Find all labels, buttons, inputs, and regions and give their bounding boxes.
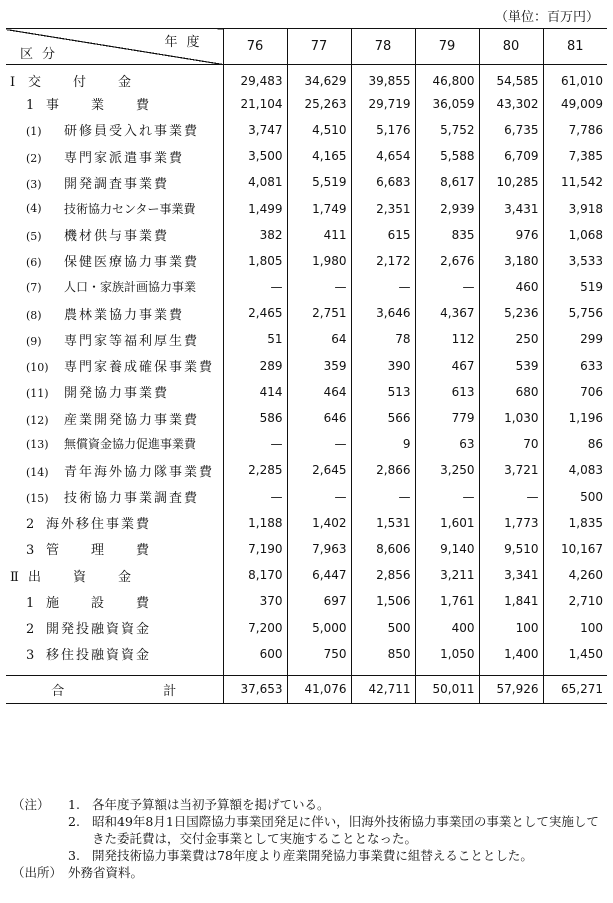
value-cell: 1,841: [479, 588, 543, 614]
row-label-cell: [6, 588, 223, 614]
corner-cell: [6, 29, 223, 65]
total-label: 合 計: [6, 675, 223, 703]
value-cell: 63: [415, 431, 479, 457]
value-cell: 39,855: [351, 65, 415, 91]
value-cell: 36,059: [415, 91, 479, 117]
value-cell: 2,710: [543, 588, 607, 614]
total-value-cell: 37,653: [223, 675, 287, 703]
value-cell: 750: [287, 641, 351, 667]
value-cell: 1,506: [351, 588, 415, 614]
value-cell: 3,500: [223, 143, 287, 169]
note-text: 開発技術協力事業費は78年度より産業開発協力事業費に組替えることとした。: [92, 848, 533, 863]
row-number: (9): [26, 334, 42, 348]
row-label: 青年海外協力隊事業費: [64, 464, 215, 480]
value-cell: —: [415, 484, 479, 510]
value-cell: 3,211: [415, 562, 479, 588]
value-cell: 1,030: [479, 405, 543, 431]
value-cell: 7,963: [287, 536, 351, 562]
value-cell: 7,200: [223, 614, 287, 640]
row-number: 1: [26, 595, 35, 611]
value-cell: 9,140: [415, 536, 479, 562]
row-label: 専門家等福利厚生費: [64, 333, 200, 349]
value-cell: 2,465: [223, 300, 287, 326]
row-label: 交 付 金: [28, 75, 134, 91]
value-cell: 1,196: [543, 405, 607, 431]
value-cell: 382: [223, 222, 287, 248]
row-number: 3: [26, 648, 35, 664]
note-item: [12, 796, 602, 813]
value-cell: 46,800: [415, 65, 479, 91]
row-label: 管 理 費: [46, 543, 152, 559]
value-cell: 3,533: [543, 248, 607, 274]
value-cell: 633: [543, 353, 607, 379]
unit-label: （単位：百万円）: [494, 10, 599, 25]
row-label-cell: [6, 614, 223, 640]
value-cell: 5,756: [543, 300, 607, 326]
row-number: (6): [26, 256, 42, 270]
value-cell: 539: [479, 353, 543, 379]
source-heading: （出所）: [12, 865, 63, 880]
row-label: 移住投融資資金: [46, 648, 152, 664]
value-cell: 1,450: [543, 641, 607, 667]
value-cell: 1,835: [543, 510, 607, 536]
spacer-row: [6, 667, 607, 676]
row-number: (11): [26, 387, 49, 401]
row-label-cell: [6, 195, 223, 221]
value-cell: 460: [479, 274, 543, 300]
value-cell: 976: [479, 222, 543, 248]
value-cell: —: [351, 484, 415, 510]
value-cell: 359: [287, 353, 351, 379]
row-number: 1: [26, 98, 35, 114]
source-line: [12, 864, 602, 881]
table-row: [6, 143, 607, 169]
value-cell: 299: [543, 326, 607, 352]
row-label-cell: [6, 457, 223, 483]
value-cell: 1,749: [287, 195, 351, 221]
row-label: 産業開発協力事業費: [64, 412, 200, 428]
value-cell: —: [223, 484, 287, 510]
value-cell: —: [287, 431, 351, 457]
row-label: 事 業 費: [46, 98, 152, 114]
value-cell: 70: [479, 431, 543, 457]
row-label: 保健医療協力事業費: [64, 255, 200, 271]
year-header: 77: [287, 29, 351, 65]
value-cell: 519: [543, 274, 607, 300]
row-label-cell: [6, 484, 223, 510]
value-cell: 51: [223, 326, 287, 352]
value-cell: 8,617: [415, 169, 479, 195]
value-cell: 370: [223, 588, 287, 614]
value-cell: 1,068: [543, 222, 607, 248]
year-header: 79: [415, 29, 479, 65]
table-row: [6, 326, 607, 352]
row-label-cell: [6, 379, 223, 405]
value-cell: 3,918: [543, 195, 607, 221]
row-label: 出 資 金: [28, 569, 134, 585]
value-cell: 78: [351, 326, 415, 352]
value-cell: 21,104: [223, 91, 287, 117]
row-number: (8): [26, 308, 42, 322]
year-header: 80: [479, 29, 543, 65]
value-cell: 5,176: [351, 117, 415, 143]
row-number: 2: [26, 517, 35, 533]
note-number: 1.: [68, 797, 80, 812]
row-label: 開発調査事業費: [64, 176, 170, 192]
row-label-cell: [6, 222, 223, 248]
value-cell: 4,367: [415, 300, 479, 326]
corner-year-label: 年度: [164, 35, 209, 50]
value-cell: —: [223, 431, 287, 457]
table-row: [6, 222, 607, 248]
value-cell: 2,676: [415, 248, 479, 274]
row-label: 無償資金協力促進事業費: [64, 437, 197, 452]
table-row: [6, 300, 607, 326]
value-cell: 464: [287, 379, 351, 405]
value-cell: 5,236: [479, 300, 543, 326]
note-number: 3.: [68, 848, 80, 863]
row-number: (5): [26, 230, 42, 244]
row-label: 技術協力事業調査費: [64, 491, 200, 507]
note-item: [12, 813, 602, 847]
value-cell: 86: [543, 431, 607, 457]
note-number: 2.: [68, 814, 80, 829]
row-number: (15): [26, 492, 49, 506]
value-cell: 64: [287, 326, 351, 352]
row-label-cell: [6, 300, 223, 326]
value-cell: 100: [479, 614, 543, 640]
table-row: [6, 379, 607, 405]
value-cell: 11,542: [543, 169, 607, 195]
row-label: 技術協力センター事業費: [64, 201, 196, 216]
value-cell: 4,165: [287, 143, 351, 169]
row-label-cell: [6, 431, 223, 457]
value-cell: —: [479, 484, 543, 510]
value-cell: 1,805: [223, 248, 287, 274]
table-row: [6, 248, 607, 274]
value-cell: 3,721: [479, 457, 543, 483]
row-label-cell: [6, 248, 223, 274]
value-cell: 29,483: [223, 65, 287, 91]
table-row: [6, 562, 607, 588]
value-cell: 2,939: [415, 195, 479, 221]
note-text: 昭和49年8月1日国際協力事業団発足に伴い，旧海外技術協力事業団の事業として実施してきた委託費は，交付金事業として実施することとなった。: [92, 814, 599, 846]
value-cell: 850: [351, 641, 415, 667]
notes-section: [12, 796, 602, 881]
row-label-cell: [6, 143, 223, 169]
table-row: [6, 484, 607, 510]
note-item: [12, 847, 602, 864]
value-cell: 2,285: [223, 457, 287, 483]
value-cell: 2,645: [287, 457, 351, 483]
value-cell: 600: [223, 641, 287, 667]
value-cell: 54,585: [479, 65, 543, 91]
value-cell: 25,263: [287, 91, 351, 117]
row-number: (7): [26, 280, 42, 294]
total-value-cell: 50,011: [415, 675, 479, 703]
value-cell: 6,447: [287, 562, 351, 588]
value-cell: 9,510: [479, 536, 543, 562]
value-cell: 10,285: [479, 169, 543, 195]
total-value-cell: 42,711: [351, 675, 415, 703]
value-cell: —: [223, 274, 287, 300]
value-cell: 289: [223, 353, 287, 379]
table-row: [6, 431, 607, 457]
row-label-cell: [6, 91, 223, 117]
value-cell: 1,400: [479, 641, 543, 667]
year-header: 81: [543, 29, 607, 65]
row-number: (1): [26, 125, 42, 139]
value-cell: 1,531: [351, 510, 415, 536]
value-cell: 6,683: [351, 169, 415, 195]
value-cell: 3,431: [479, 195, 543, 221]
row-label: 海外移住事業費: [46, 517, 152, 533]
value-cell: 4,510: [287, 117, 351, 143]
table-row: [6, 641, 607, 667]
row-label: 機材供与事業費: [64, 229, 170, 245]
table-row: [6, 65, 607, 91]
value-cell: —: [415, 274, 479, 300]
row-number: (4): [26, 202, 42, 216]
value-cell: 706: [543, 379, 607, 405]
table-row: [6, 536, 607, 562]
row-number: (10): [26, 361, 49, 375]
value-cell: 7,385: [543, 143, 607, 169]
value-cell: 3,646: [351, 300, 415, 326]
table-row: [6, 353, 607, 379]
value-cell: 586: [223, 405, 287, 431]
value-cell: 680: [479, 379, 543, 405]
row-number: (13): [26, 437, 49, 451]
value-cell: 9: [351, 431, 415, 457]
total-value-cell: 57,926: [479, 675, 543, 703]
value-cell: 1,188: [223, 510, 287, 536]
row-number: Ⅰ: [10, 75, 16, 91]
table-row: [6, 274, 607, 300]
value-cell: 61,010: [543, 65, 607, 91]
row-label-cell: [6, 405, 223, 431]
value-cell: 2,172: [351, 248, 415, 274]
value-cell: 615: [351, 222, 415, 248]
value-cell: 2,751: [287, 300, 351, 326]
row-number: (14): [26, 465, 49, 479]
value-cell: —: [287, 484, 351, 510]
value-cell: 34,629: [287, 65, 351, 91]
header-row: [6, 29, 607, 65]
table-row: [6, 510, 607, 536]
total-row: [6, 675, 607, 703]
row-label-cell: [6, 353, 223, 379]
row-label-cell: [6, 326, 223, 352]
value-cell: 6,735: [479, 117, 543, 143]
value-cell: 2,866: [351, 457, 415, 483]
value-cell: 390: [351, 353, 415, 379]
value-cell: 3,180: [479, 248, 543, 274]
value-cell: 513: [351, 379, 415, 405]
value-cell: 7,786: [543, 117, 607, 143]
value-cell: 43,302: [479, 91, 543, 117]
notes-heading: （注）: [12, 797, 50, 812]
value-cell: 8,606: [351, 536, 415, 562]
row-label-cell: [6, 65, 223, 91]
value-cell: 4,081: [223, 169, 287, 195]
row-label: 専門家養成確保事業費: [64, 360, 215, 376]
row-number: 3: [26, 543, 35, 559]
value-cell: 1,980: [287, 248, 351, 274]
value-cell: 7,190: [223, 536, 287, 562]
value-cell: 4,083: [543, 457, 607, 483]
table-row: [6, 195, 607, 221]
value-cell: 3,341: [479, 562, 543, 588]
value-cell: —: [287, 274, 351, 300]
table-row: [6, 91, 607, 117]
row-label: 人口・家族計画協力事業: [64, 280, 197, 295]
row-label: 施 設 費: [46, 595, 152, 611]
value-cell: 5,519: [287, 169, 351, 195]
row-label: 開発投融資資金: [46, 622, 152, 638]
value-cell: —: [351, 274, 415, 300]
value-cell: 3,250: [415, 457, 479, 483]
value-cell: 835: [415, 222, 479, 248]
value-cell: 646: [287, 405, 351, 431]
value-cell: 613: [415, 379, 479, 405]
budget-table: [6, 28, 607, 704]
row-label: 研修員受入れ事業費: [64, 124, 200, 140]
row-label: 開発協力事業費: [64, 386, 170, 402]
value-cell: 1,773: [479, 510, 543, 536]
table-row: [6, 169, 607, 195]
table-row: [6, 405, 607, 431]
table-row: [6, 588, 607, 614]
value-cell: 112: [415, 326, 479, 352]
row-label-cell: [6, 274, 223, 300]
row-number: Ⅱ: [10, 569, 19, 585]
table-row: [6, 457, 607, 483]
row-label-cell: [6, 536, 223, 562]
corner-category-label: 区分: [20, 47, 65, 62]
value-cell: 400: [415, 614, 479, 640]
row-label: 専門家派遣事業費: [64, 150, 185, 166]
value-cell: 4,260: [543, 562, 607, 588]
value-cell: 1,499: [223, 195, 287, 221]
value-cell: 2,856: [351, 562, 415, 588]
note-text: 各年度予算額は当初予算額を掲げている。: [92, 797, 330, 812]
row-number: 2: [26, 622, 35, 638]
table-row: [6, 614, 607, 640]
value-cell: 566: [351, 405, 415, 431]
year-header: 78: [351, 29, 415, 65]
value-cell: 500: [351, 614, 415, 640]
value-cell: 1,402: [287, 510, 351, 536]
value-cell: 2,351: [351, 195, 415, 221]
row-label-cell: [6, 641, 223, 667]
row-label-cell: [6, 117, 223, 143]
total-value-cell: 41,076: [287, 675, 351, 703]
value-cell: 29,719: [351, 91, 415, 117]
value-cell: 250: [479, 326, 543, 352]
value-cell: 5,000: [287, 614, 351, 640]
total-value-cell: 65,271: [543, 675, 607, 703]
value-cell: 1,601: [415, 510, 479, 536]
row-number: (12): [26, 413, 49, 427]
value-cell: 5,752: [415, 117, 479, 143]
value-cell: 3,747: [223, 117, 287, 143]
value-cell: 100: [543, 614, 607, 640]
row-label-cell: [6, 562, 223, 588]
table-body: [6, 65, 607, 704]
row-label: 農林業協力事業費: [64, 307, 185, 323]
value-cell: 49,009: [543, 91, 607, 117]
value-cell: 4,654: [351, 143, 415, 169]
value-cell: 411: [287, 222, 351, 248]
value-cell: 467: [415, 353, 479, 379]
row-number: (2): [26, 151, 42, 165]
value-cell: 697: [287, 588, 351, 614]
row-number: (3): [26, 177, 42, 191]
value-cell: 5,588: [415, 143, 479, 169]
value-cell: 414: [223, 379, 287, 405]
value-cell: 1,050: [415, 641, 479, 667]
source-text: 外務省資料。: [68, 865, 144, 880]
row-label-cell: [6, 169, 223, 195]
value-cell: 8,170: [223, 562, 287, 588]
table-row: [6, 117, 607, 143]
row-label-cell: [6, 510, 223, 536]
value-cell: 1,761: [415, 588, 479, 614]
value-cell: 10,167: [543, 536, 607, 562]
value-cell: 500: [543, 484, 607, 510]
value-cell: 779: [415, 405, 479, 431]
year-header: 76: [223, 29, 287, 65]
value-cell: 6,709: [479, 143, 543, 169]
